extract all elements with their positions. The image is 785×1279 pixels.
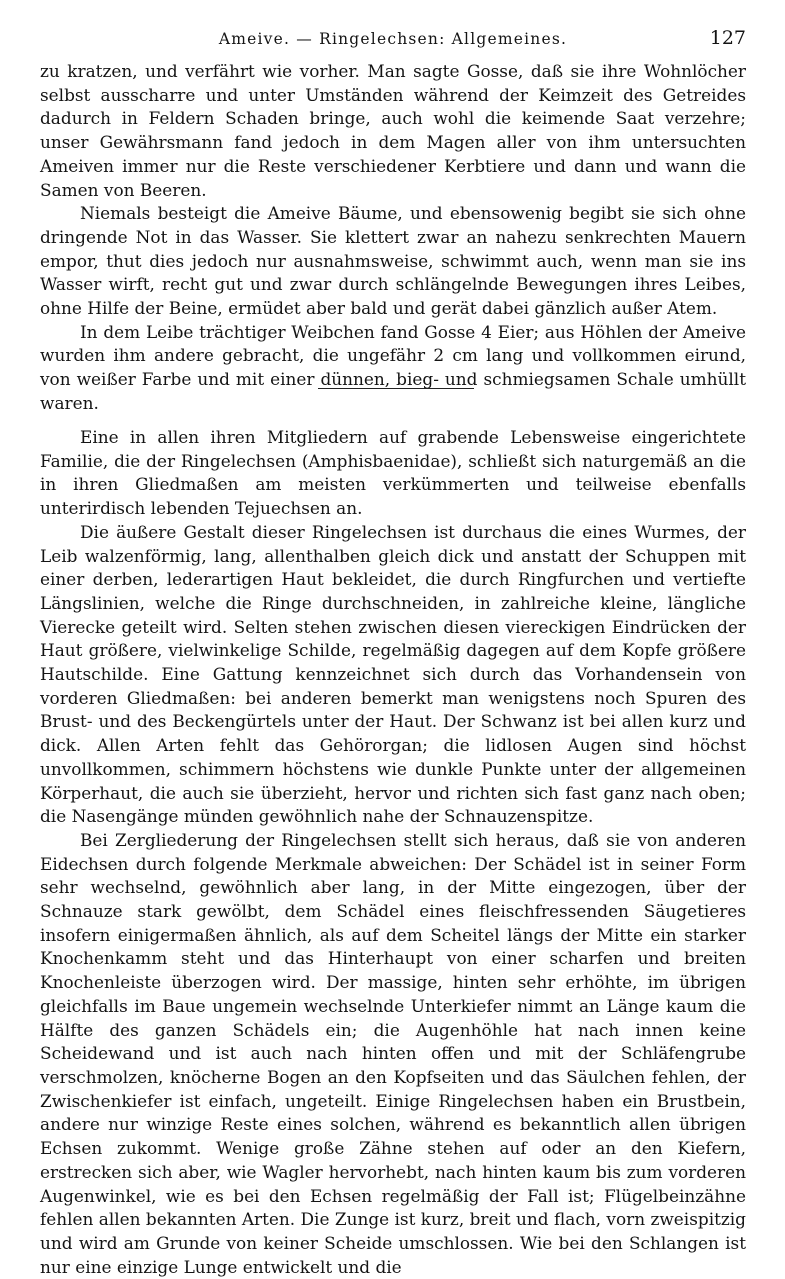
paragraph: Niemals besteigt die Ameive Bäume, und ebensowenig begibt sie sich ohne dringende Not in das Wasser. Sie klettert zwar an nahezu senkrechten Mauern empor, thut dies jedoch nur ausnahmsweise, schwimmt auch, wenn man sie ins Wasser wirft, recht gut und zwar durch schlängelnde Bewegungen ihres Leibes, ohne Hilfe der Beine, ermüdet aber bald und gerät dabei gänzlich außer Atem. (40, 203, 746, 319)
paragraph: Die äußere Gestalt dieser Ringelechsen ist durchaus die eines Wurmes, der Leib walzenförmig, lang, allenthalben gleich dick und anstatt der Schuppen mit einer derben, lederartigen Haut bekleidet, die durch Ringfurchen und vertiefte Längslinien, welche die Ringe durchschneiden, in zahlreiche kleine, längliche Vierecke geteilt wird. Selten stehen zwischen diesen viereckigen Eindrücken der Haut größere, vielwinkelige Schilde, regelmäßig dagegen auf dem Kopfe größere Hautschilde. Eine Gattung kennzeichnet sich durch das Vorhandensein von vorderen Gliedmaßen: bei anderen bemerkt man wenigstens noch Spuren des Brust- und des Beckengürtels unter der Haut. Der Schwanz ist bei allen kurz und dick. Allen Arten fehlt das Gehörorgan; die lidlosen Augen sind höchst unvollkommen, schimmern höchstens wie dunkle Punkte unter der allgemeinen Körperhaut, die auch sie überzieht, hervor und richten sich fast ganz nach oben; die Nasengänge münden gewöhnlich nahe der Schnauzenspitze. (40, 521, 746, 827)
paragraph: zu kratzen, und verfährt wie vorher. Man sagte Gosse, daß sie ihre Wohnlöcher selbst ausscharre und unter Umständen während der Keimzeit des Getreides dadurch in Feldern Schaden bringe, auch wohl die keimende Saat verzehre; unser Gewährsmann fand jedoch in dem Magen aller von ihm untersuchten Ameiven immer nur die Reste verschiedener Kerbtiere und dann und wann die Samen von Beeren. (40, 61, 746, 200)
text-section-ameive (40, 60, 746, 416)
paragraph: Bei Zergliederung der Ringelechsen stellt sich heraus, daß sie von anderen Eidechsen durch folgende Merkmale abweichen: Der Schädel ist in seiner Form sehr wechselnd, gewöhnlich aber lang, in der Mitte eingezogen, über der Schnauze stark gewölbt, dem Schädel eines fleischfressenden Säugetieres insofern einigermaßen ähnlich, als auf dem Scheitel längs der Mitte ein starker Knochenkamm steht und das Hinterhaupt von einer scharfen und breiten Knochenleiste überzogen wird. Der massige, hinten sehr erhöhte, im übrigen gleichfalls im Baue ungemein wechselnde Unterkiefer nimmt an Länge kaum die Hälfte des ganzen Schädels ein; die Augenhöhle hat nach innen keine Scheidewand und ist auch nach hinten offen und mit der Schläfengrube verschmolzen, knöcherne Bogen an den Kopfseiten und das Säulchen fehlen, der Zwischenkiefer ist einfach, ungeteilt. Einige Ringelechsen haben ein Brustbein, andere nur winzige Reste eines solchen, während es bekanntlich allen übrigen Echsen zukommt. Wenige große Zähne stehen auf oder an den Kiefern, erstrecken sich aber, wie Wagler hervorhebt, nach hinten kaum bis zum vorderen Augenwinkel, wie es bei den Echsen regelmäßig der Fall ist; Flügelbeinzähne fehlen allen bekannten Arten. Die Zunge ist kurz, breit und flach, vorn zweispitzig und wird am Grunde von keiner Scheide umschlossen. Wie bei den Schlangen ist nur eine einzige Lunge entwickelt und die (40, 829, 746, 1277)
running-title: Ameive. — Ringelechsen: Allgemeines. (218, 30, 568, 48)
text-section-ringelechsen (40, 426, 746, 1279)
page-number: 127 (709, 27, 746, 49)
paragraph: In dem Leibe trächtiger Weibchen fand Gosse 4 Eier; aus Höhlen der Ameive wurden ihm andere gebracht, die ungefähr 2 cm lang und vollkommen eirund, von weißer Farbe und mit einer dünnen, bieg- und schmiegsamen Schale umhüllt waren. (40, 321, 746, 413)
page-header (40, 27, 746, 57)
section-divider (318, 388, 474, 389)
paragraph: Eine in allen ihren Mitgliedern auf grabende Lebensweise eingerichtete Familie, die der Ringelechsen (Amphisbaenidae), schließt sich naturgemäß an die in ihren Gliedmaßen am meisten verkümmerten und teilweise ebenfalls unterirdisch lebenden Tejuechsen an. (40, 427, 746, 519)
